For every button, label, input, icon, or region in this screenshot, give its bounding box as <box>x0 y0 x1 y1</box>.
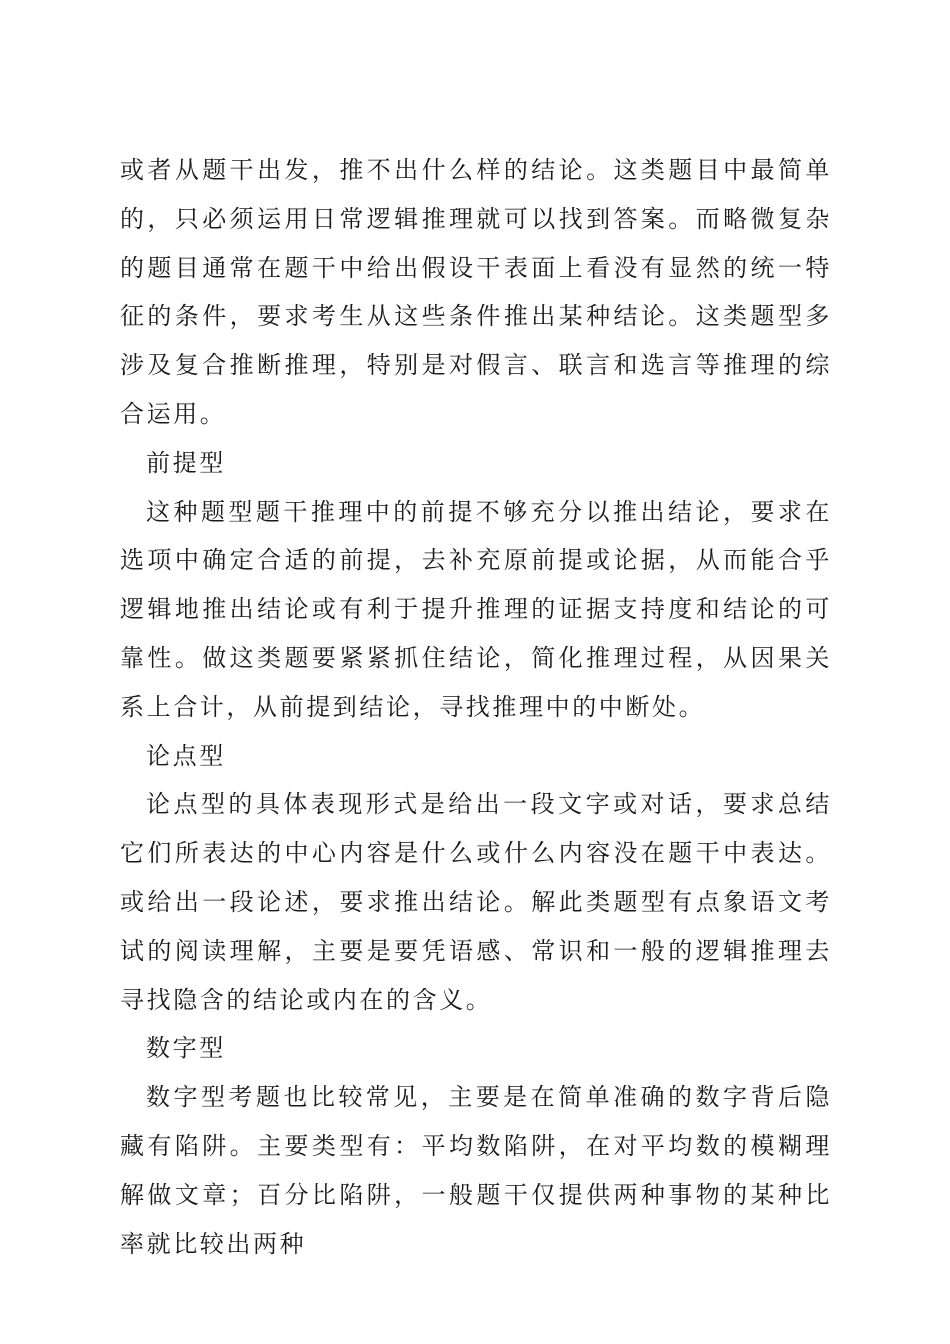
heading-argument-type: 论点型 <box>146 741 226 770</box>
paragraph-number-type: 数字型考题也比较常见，主要是在简单准确的数字背后隐藏有陷阱。主要类型有：平均数陷阱，在对平均数的模糊理解做文章；百分比陷阱，一般题干仅提供两种事物的某种比率就比较出两种 <box>120 1083 832 1258</box>
document-body <box>120 146 832 1268</box>
heading-number-type: 数字型 <box>146 1034 226 1063</box>
heading-premise-type: 前提型 <box>146 448 226 477</box>
paragraph-argument-type: 论点型的具体表现形式是给出一段文字或对话，要求总结它们所表达的中心内容是什么或什么内容没在题干中表达。或给出一段论述，要求推出结论。解此类题型有点象语文考试的阅读理解，主要是要凭语感、常识和一般的逻辑推理去寻找隐含的结论或内在的含义。 <box>120 790 832 1014</box>
paragraph-intro: 或者从题干出发，推不出什么样的结论。这类题目中最简单的，只必须运用日常逻辑推理就可以找到答案。而略微复杂的题目通常在题干中给出假设干表面上看没有显然的统一特征的条件，要求考生从这些条件推出某种结论。这类题型多涉及复合推断推理，特别是对假言、联言和选言等推理的综合运用。 <box>120 156 832 428</box>
paragraph-premise-type: 这种题型题干推理中的前提不够充分以推出结论，要求在选项中确定合适的前提，去补充原前提或论据，从而能合乎逻辑地推出结论或有利于提升推理的证据支持度和结论的可靠性。做这类题要紧紧抓住结论，简化推理过程，从因果关系上合计，从前提到结论，寻找推理中的中断处。 <box>120 497 832 721</box>
